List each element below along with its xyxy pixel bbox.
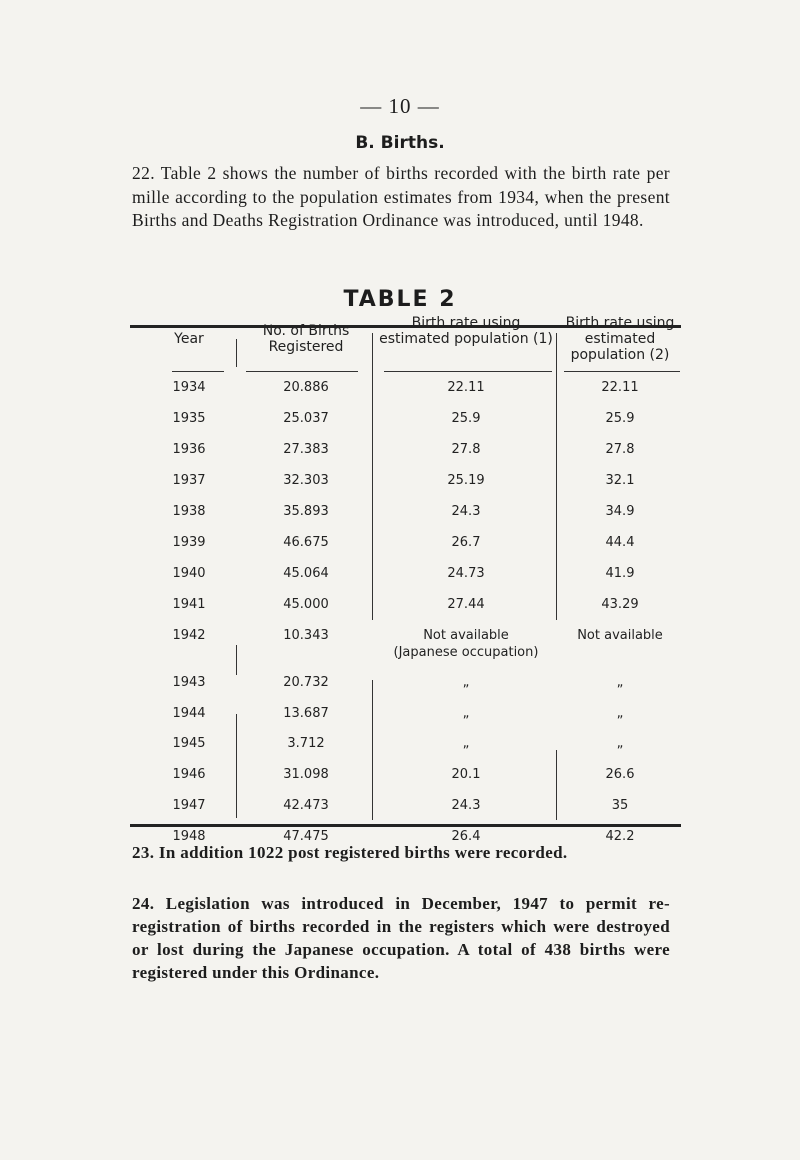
- cell-year: 1935: [172, 411, 206, 426]
- cell-rate2: 22.11: [601, 380, 639, 395]
- cell-births: 27.383: [283, 442, 329, 457]
- cell-rate2: Not available: [577, 628, 663, 643]
- column-divider: [556, 750, 557, 820]
- cell-rate2: 34.9: [605, 504, 635, 519]
- cell-rate2: 43.29: [601, 597, 639, 612]
- cell-rate1: „: [462, 736, 470, 751]
- table-bottom-rule: [130, 824, 681, 827]
- cell-births: 31.098: [283, 767, 329, 782]
- column-divider: [236, 714, 237, 818]
- column-divider: [556, 333, 557, 620]
- cell-births: 35.893: [283, 504, 329, 519]
- cell-births: 20.732: [283, 675, 329, 690]
- cell-births: 45.000: [283, 597, 329, 612]
- header-underline: [172, 371, 224, 372]
- cell-rate2: 32.1: [605, 473, 635, 488]
- page-number: — 10 —: [360, 94, 440, 118]
- cell-rate1: 24.3: [451, 504, 481, 519]
- cell-births: 46.675: [283, 535, 329, 550]
- table-title: TABLE 2: [343, 287, 457, 312]
- cell-year: 1941: [172, 597, 206, 612]
- paragraph-23: 23. In addition 1022 post registered births were recorded.: [132, 843, 568, 862]
- cell-year: 1947: [172, 798, 206, 813]
- cell-rate1: „: [462, 675, 470, 690]
- cell-year: 1939: [172, 535, 206, 550]
- cell-rate1: Not available: [423, 628, 509, 643]
- header-rate-1: Birth rate using estimated population (1): [379, 315, 553, 347]
- cell-year: 1940: [172, 566, 206, 581]
- cell-rate1: 20.1: [451, 767, 481, 782]
- cell-rate1: 25.9: [451, 411, 481, 426]
- cell-births: 3.712: [287, 736, 325, 751]
- cell-rate2: 35: [611, 798, 629, 813]
- header-rate-2: Birth rate using estimated population (2): [565, 315, 675, 363]
- header-underline: [384, 371, 552, 372]
- cell-rate1: 27.44: [447, 597, 485, 612]
- cell-rate1: 24.3: [451, 798, 481, 813]
- column-divider: [236, 645, 237, 675]
- cell-rate2: 41.9: [605, 566, 635, 581]
- cell-year: 1934: [172, 380, 206, 395]
- cell-births: 10.343: [283, 628, 329, 643]
- cell-year: 1937: [172, 473, 206, 488]
- cell-rate2: 26.6: [605, 767, 635, 782]
- cell-rate2: 25.9: [605, 411, 635, 426]
- cell-year: 1945: [172, 736, 206, 751]
- cell-rate1: „: [462, 706, 470, 721]
- cell-births: 32.303: [283, 473, 329, 488]
- header-births: No. of Births Registered: [262, 323, 350, 355]
- cell-births: 13.687: [283, 706, 329, 721]
- cell-rate2: „: [616, 675, 624, 690]
- header-underline: [246, 371, 358, 372]
- cell-rate2: „: [616, 706, 624, 721]
- header-year: Year: [174, 331, 204, 347]
- cell-births: 45.064: [283, 566, 329, 581]
- cell-year: 1944: [172, 706, 206, 721]
- cell-year: 1942: [172, 628, 206, 643]
- cell-year: 1948: [172, 829, 206, 844]
- column-divider: [236, 339, 237, 367]
- column-divider: [372, 333, 373, 620]
- cell-births: 42.473: [283, 798, 329, 813]
- cell-rate2: „: [616, 736, 624, 751]
- cell-births: 47.475: [283, 829, 329, 844]
- cell-rate1-note: (Japanese occupation): [393, 645, 539, 660]
- cell-births: 20.886: [283, 380, 329, 395]
- section-heading: B. Births.: [355, 133, 445, 153]
- cell-rate2: 44.4: [605, 535, 635, 550]
- cell-year: 1943: [172, 675, 206, 690]
- cell-year: 1938: [172, 504, 206, 519]
- cell-year: 1946: [172, 767, 206, 782]
- cell-rate1: 22.11: [447, 380, 485, 395]
- cell-rate1: 24.73: [447, 566, 485, 581]
- cell-births: 25.037: [283, 411, 329, 426]
- paragraph-24: 24. Legislation was introduced in December, 1947 to permit re-registration of births recorded in the registers which were destroyed or lost during the Japanese occupation. A total of 438 births were registered under this Ordinance.: [132, 894, 670, 982]
- header-underline: [564, 371, 680, 372]
- cell-year: 1936: [172, 442, 206, 457]
- cell-rate1: 27.8: [451, 442, 481, 457]
- cell-rate2: 27.8: [605, 442, 635, 457]
- cell-rate1: 26.7: [451, 535, 481, 550]
- column-divider: [372, 680, 373, 820]
- paragraph-22: 22. Table 2 shows the number of births recorded with the birth rate per mille according to the population estimates from 1934, when the present Births and Deaths Registration Ordinance was introduced, until 1948.: [132, 163, 670, 230]
- cell-rate2: 42.2: [605, 829, 635, 844]
- cell-rate1: 25.19: [447, 473, 485, 488]
- cell-rate1: 26.4: [451, 829, 481, 844]
